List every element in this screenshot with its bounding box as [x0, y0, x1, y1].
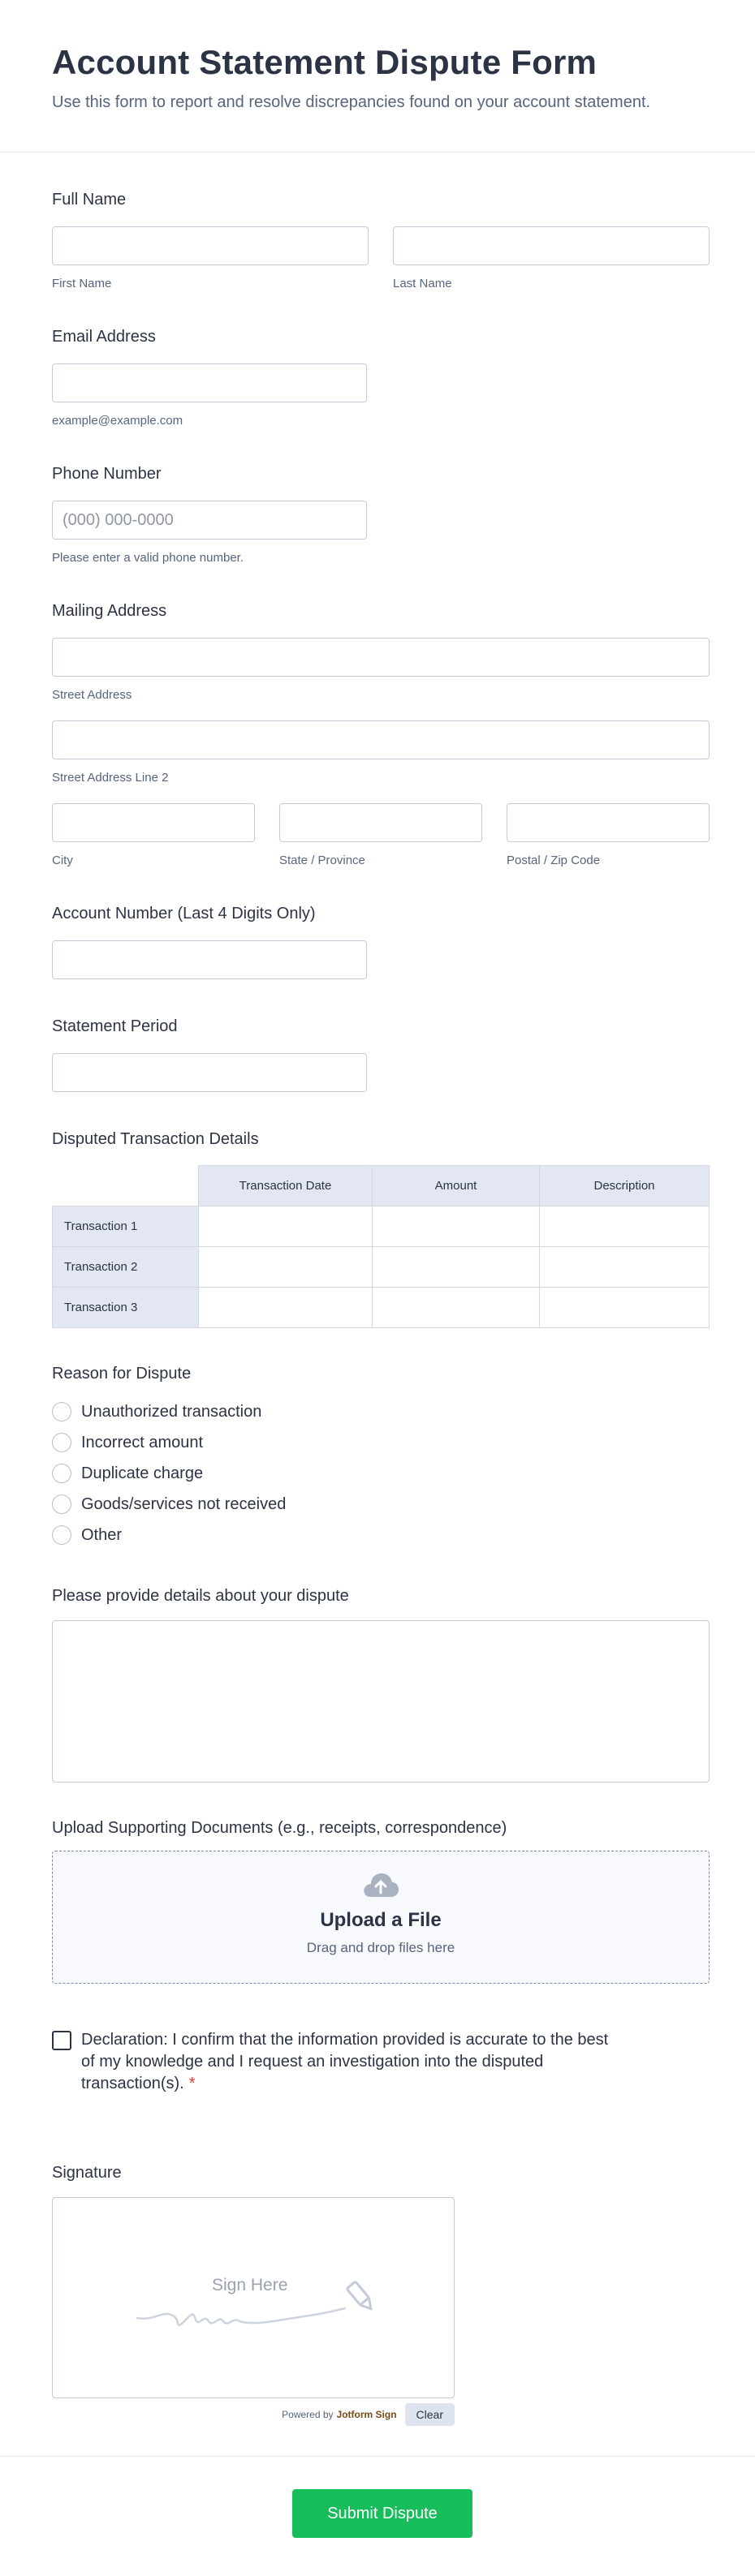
row-header: Transaction 2: [53, 1247, 199, 1288]
radio-option[interactable]: [52, 1458, 710, 1489]
upload-title: Upload a File: [320, 1909, 442, 1931]
table-row: [53, 1288, 710, 1328]
radio-option[interactable]: [52, 1427, 710, 1458]
column-header: Amount: [373, 1166, 540, 1206]
signature-pad[interactable]: [52, 2197, 455, 2398]
reason-field: [52, 1364, 710, 1550]
zip-sublabel: Postal / Zip Code: [507, 854, 601, 867]
upload-field: [52, 1818, 710, 1984]
radio-label: Incorrect amount: [81, 1433, 204, 1451]
required-mark: *: [188, 2075, 196, 2092]
zip-input[interactable]: [507, 803, 710, 842]
email-field: [52, 327, 710, 428]
submit-button[interactable]: Submit Dispute: [292, 2489, 472, 2538]
account-number-label: Account Number (Last 4 Digits Only): [52, 905, 316, 922]
radio-button[interactable]: [52, 1464, 71, 1483]
table-cell-input[interactable]: [373, 1206, 540, 1247]
email-label: Email Address: [52, 328, 156, 346]
statement-period-input[interactable]: [52, 1053, 367, 1092]
reason-label: Reason for Dispute: [52, 1365, 192, 1383]
last-name-sublabel: Last Name: [393, 277, 452, 290]
form-header: [0, 0, 755, 153]
account-number-input[interactable]: [52, 940, 367, 979]
table-cell-input[interactable]: [540, 1206, 710, 1247]
statement-period-field: [52, 1017, 710, 1092]
radio-label: Goods/services not received: [81, 1494, 287, 1513]
radio-option[interactable]: [52, 1520, 710, 1550]
last-name-input[interactable]: [393, 226, 710, 265]
signature-scribble-icon: [53, 2198, 455, 2399]
upload-label: Upload Supporting Documents (e.g., receipts, correspondence): [52, 1819, 507, 1837]
table-cell-input[interactable]: [199, 1288, 373, 1328]
state-input[interactable]: [279, 803, 482, 842]
radio-option[interactable]: [52, 1489, 710, 1520]
file-upload-dropzone[interactable]: [52, 1851, 710, 1984]
table-corner: [53, 1166, 199, 1206]
city-sublabel: City: [52, 854, 73, 867]
details-textarea[interactable]: [52, 1620, 710, 1783]
table-row: [53, 1247, 710, 1288]
declaration-label: [81, 2029, 620, 2095]
table-cell-input[interactable]: [540, 1247, 710, 1288]
table-row: [53, 1206, 710, 1247]
signature-field: [52, 2163, 710, 2426]
transactions-table: [52, 1165, 710, 1328]
upload-hint: Drag and drop files here: [306, 1940, 455, 1955]
row-header: Transaction 1: [53, 1206, 199, 1247]
reason-radio-group: [52, 1396, 710, 1550]
radio-button[interactable]: [52, 1402, 71, 1421]
statement-period-label: Statement Period: [52, 1017, 178, 1035]
first-name-input[interactable]: [52, 226, 369, 265]
table-cell-input[interactable]: [373, 1247, 540, 1288]
form-body: [0, 190, 755, 2426]
clear-signature-button[interactable]: Clear: [405, 2403, 455, 2426]
street-address-sublabel: Street Address: [52, 688, 132, 702]
phone-label: Phone Number: [52, 465, 162, 483]
table-cell-input[interactable]: [373, 1288, 540, 1328]
sign-here-placeholder: Sign Here: [212, 2276, 288, 2294]
phone-input[interactable]: [52, 501, 367, 540]
radio-label: Other: [81, 1525, 123, 1544]
details-field: [52, 1586, 710, 1783]
jotform-sign-brand: Jotform Sign: [336, 2409, 397, 2420]
radio-label: Unauthorized transaction: [81, 1402, 262, 1421]
page-title: Account Statement Dispute Form: [52, 43, 598, 81]
email-sublabel: example@example.com: [52, 414, 183, 428]
powered-by-text: Powered by: [282, 2409, 334, 2420]
street-address-line2-sublabel: Street Address Line 2: [52, 771, 169, 785]
row-header: Transaction 3: [53, 1288, 199, 1328]
phone-field: [52, 464, 710, 566]
full-name-field: [52, 190, 710, 291]
form-footer: [0, 2456, 755, 2576]
address-label: Mailing Address: [52, 602, 167, 620]
radio-option[interactable]: [52, 1396, 710, 1427]
column-header: Description: [540, 1166, 710, 1206]
email-input[interactable]: [52, 363, 367, 402]
table-cell-input[interactable]: [540, 1288, 710, 1328]
transactions-label: Disputed Transaction Details: [52, 1130, 259, 1148]
radio-button[interactable]: [52, 1525, 71, 1545]
table-cell-input[interactable]: [199, 1247, 373, 1288]
column-header: Transaction Date: [199, 1166, 373, 1206]
radio-button[interactable]: [52, 1433, 71, 1452]
city-input[interactable]: [52, 803, 255, 842]
table-header-row: [53, 1166, 710, 1206]
transactions-field: [52, 1129, 710, 1328]
table-cell-input[interactable]: [199, 1206, 373, 1247]
full-name-label: Full Name: [52, 191, 127, 209]
declaration-text: Declaration: I confirm that the information provided is accurate to the best of my knowledge and I request an investigation into the disputed transaction(s).: [81, 2031, 609, 2092]
page-subtitle: Use this form to report and resolve discrepancies found on your account statement.: [52, 93, 651, 111]
details-label: Please provide details about your dispute: [52, 1587, 349, 1605]
radio-button[interactable]: [52, 1494, 71, 1514]
signature-label: Signature: [52, 2164, 122, 2182]
street-address-input[interactable]: [52, 638, 710, 677]
declaration-field: [52, 2029, 620, 2095]
account-number-field: [52, 904, 710, 979]
address-field: [52, 601, 710, 868]
street-address-line2-input[interactable]: [52, 720, 710, 759]
first-name-sublabel: First Name: [52, 277, 112, 290]
cloud-upload-icon: [361, 1871, 400, 1903]
radio-label: Duplicate charge: [81, 1464, 204, 1482]
signature-footer: [52, 2403, 455, 2426]
state-sublabel: State / Province: [279, 854, 365, 867]
phone-sublabel: Please enter a valid phone number.: [52, 551, 244, 565]
declaration-checkbox[interactable]: [52, 2031, 71, 2050]
